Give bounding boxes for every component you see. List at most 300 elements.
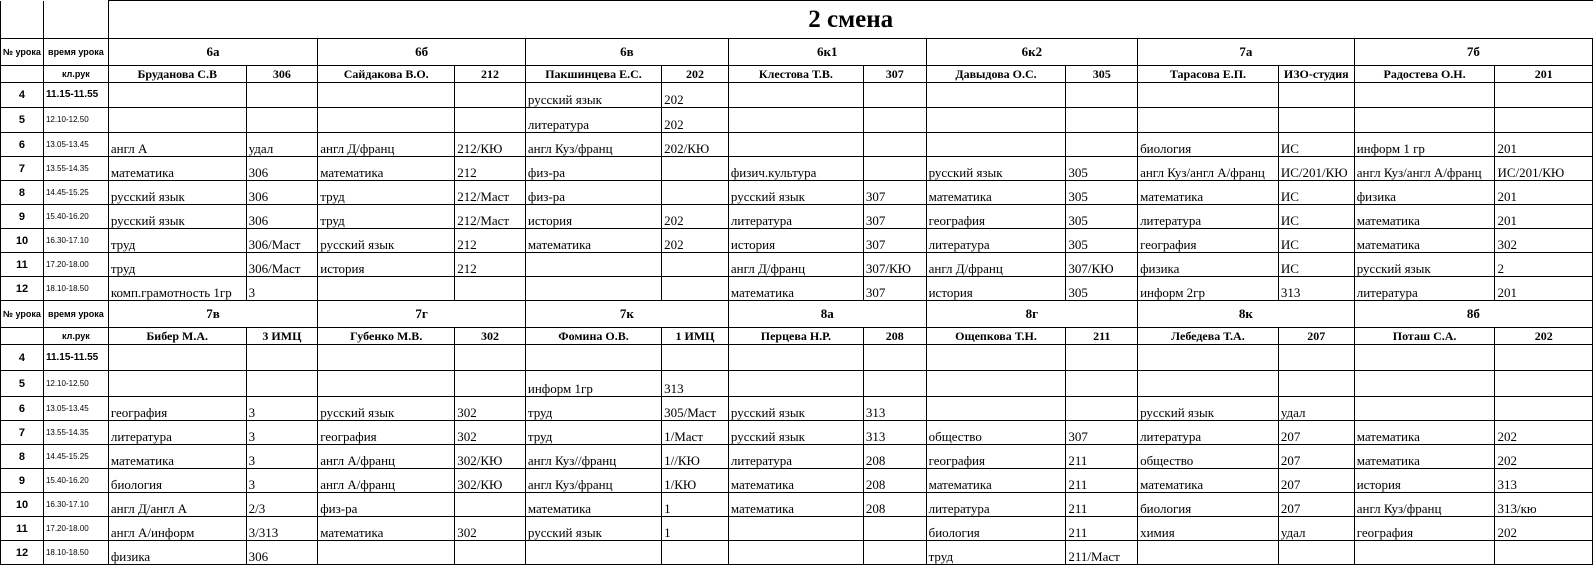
subject-cell: русский язык (728, 397, 863, 421)
class-room: 307 (863, 66, 926, 83)
room-cell: 202 (662, 205, 729, 229)
subject-cell: информ 1 гр (1354, 133, 1495, 157)
lesson-number: 9 (1, 469, 44, 493)
room-cell: 212 (455, 157, 526, 181)
subject-cell: общество (1138, 445, 1279, 469)
subject-cell: биология (926, 517, 1066, 541)
room-cell (662, 157, 729, 181)
subject-cell: литература (728, 445, 863, 469)
class-name: 6к2 (926, 39, 1137, 66)
room-cell: 212/Маст (455, 205, 526, 229)
subject-cell: математика (728, 469, 863, 493)
room-cell: 3 (246, 421, 318, 445)
room-cell (1495, 541, 1593, 565)
lesson-time: 13.55-14.35 (43, 157, 108, 181)
room-cell: 313 (863, 421, 926, 445)
room-cell (863, 541, 926, 565)
subject-cell (525, 541, 661, 565)
subject-cell: история (525, 205, 661, 229)
room-cell (1495, 345, 1593, 371)
lesson-row (1, 277, 1593, 301)
room-cell: удал (246, 133, 318, 157)
lesson-row (1, 541, 1593, 565)
room-cell (1066, 133, 1138, 157)
subject-cell: математика (108, 157, 246, 181)
lesson-row (1, 157, 1593, 181)
room-cell (1278, 541, 1354, 565)
blank-cell (1, 328, 44, 345)
room-cell: 1/Маст (662, 421, 729, 445)
room-cell (455, 83, 526, 108)
room-cell: 313/кю (1495, 493, 1593, 517)
class-teacher-label: кл.рук (43, 328, 108, 345)
room-cell (246, 371, 318, 397)
class-room: 3 ИМЦ (246, 328, 318, 345)
class-name: 6б (318, 39, 526, 66)
lesson-number: 6 (1, 397, 44, 421)
room-cell (455, 371, 526, 397)
room-cell: 313 (863, 397, 926, 421)
room-cell (1066, 345, 1138, 371)
subject-cell: русский язык (525, 517, 661, 541)
subject-cell (926, 345, 1066, 371)
subject-cell (318, 277, 455, 301)
lesson-row (1, 371, 1593, 397)
subject-cell: история (728, 229, 863, 253)
lesson-number: 8 (1, 445, 44, 469)
class-teacher: Ощепкова Т.Н. (926, 328, 1066, 345)
class-name: 6в (525, 39, 728, 66)
room-cell: 207 (1278, 421, 1354, 445)
class-room: 208 (863, 328, 926, 345)
class-teacher: Пакшинцева Е.С. (525, 66, 661, 83)
lesson-time: 12.10-12.50 (43, 371, 108, 397)
subject-cell: литература (926, 493, 1066, 517)
lesson-row (1, 181, 1593, 205)
subject-cell: информ 2гр (1138, 277, 1279, 301)
class-room: 302 (455, 328, 526, 345)
lesson-time: 13.05-13.45 (43, 133, 108, 157)
subject-cell: математика (926, 181, 1066, 205)
subject-cell: русский язык (318, 397, 455, 421)
lesson-time: 16.30-17.10 (43, 229, 108, 253)
room-cell (246, 83, 318, 108)
subject-cell (1138, 108, 1279, 133)
subject-cell: география (1354, 517, 1495, 541)
subject-cell: математика (728, 277, 863, 301)
lesson-time: 16.30-17.10 (43, 493, 108, 517)
class-teacher: Губенко М.В. (318, 328, 455, 345)
room-cell: 201 (1495, 205, 1593, 229)
class-name: 8г (926, 301, 1137, 328)
subject-cell (926, 108, 1066, 133)
subject-cell: математика (1138, 181, 1279, 205)
subject-cell: литература (1138, 421, 1279, 445)
room-cell (863, 371, 926, 397)
class-name: 8к (1138, 301, 1355, 328)
subject-cell: труд (108, 229, 246, 253)
class-room: 202 (1495, 328, 1593, 345)
subject-cell (318, 108, 455, 133)
subject-cell: география (926, 445, 1066, 469)
class-room: 305 (1066, 66, 1138, 83)
room-cell (1278, 345, 1354, 371)
lesson-time: 11.15-11.55 (43, 345, 108, 371)
room-cell: 202 (662, 108, 729, 133)
subject-cell: математика (318, 157, 455, 181)
room-cell: 207 (1278, 493, 1354, 517)
lesson-number-header: № урока (1, 39, 44, 66)
subject-cell: англ А/франц (318, 469, 455, 493)
class-name: 7к (525, 301, 728, 328)
class-header-row (1, 39, 1593, 66)
room-cell: 307/КЮ (1066, 253, 1138, 277)
room-cell: 307 (863, 277, 926, 301)
room-cell: 201 (1495, 181, 1593, 205)
room-cell: 302 (455, 517, 526, 541)
room-cell (863, 83, 926, 108)
room-cell: 306/Маст (246, 229, 318, 253)
subject-cell: физ-ра (318, 493, 455, 517)
class-name: 6а (108, 39, 317, 66)
subject-cell: англ Куз/франц (525, 469, 661, 493)
room-cell (863, 345, 926, 371)
lesson-time: 17.20-18.00 (43, 253, 108, 277)
room-cell: 305 (1066, 157, 1138, 181)
lesson-number: 5 (1, 371, 44, 397)
room-cell: ИС (1278, 229, 1354, 253)
subject-cell (108, 108, 246, 133)
room-cell: 307/КЮ (863, 253, 926, 277)
class-teacher: Перцева Н.Р. (728, 328, 863, 345)
subject-cell: информ 1гр (525, 371, 661, 397)
room-cell (863, 517, 926, 541)
lesson-number-header: № урока (1, 301, 44, 328)
room-cell: 307 (863, 181, 926, 205)
corner-cell (43, 1, 108, 39)
room-cell: 212/Маст (455, 181, 526, 205)
subject-cell: география (318, 421, 455, 445)
subject-cell: русский язык (1354, 253, 1495, 277)
room-cell: 306 (246, 181, 318, 205)
subject-cell (1138, 541, 1279, 565)
lesson-number: 11 (1, 253, 44, 277)
room-cell: 2 (1495, 253, 1593, 277)
lesson-time: 17.20-18.00 (43, 517, 108, 541)
room-cell: ИС (1278, 253, 1354, 277)
subject-cell (926, 371, 1066, 397)
room-cell (1066, 83, 1138, 108)
subject-cell: труд (318, 205, 455, 229)
room-cell: 3/313 (246, 517, 318, 541)
subject-cell (108, 83, 246, 108)
class-name: 7а (1138, 39, 1355, 66)
subject-cell: англ Д/франц (318, 133, 455, 157)
room-cell: 211/Маст (1066, 541, 1138, 565)
room-cell (863, 108, 926, 133)
class-teacher: Давыдова О.С. (926, 66, 1066, 83)
subject-cell: география (108, 397, 246, 421)
room-cell (246, 108, 318, 133)
room-cell (455, 541, 526, 565)
lesson-row (1, 205, 1593, 229)
lesson-number: 5 (1, 108, 44, 133)
lesson-row (1, 469, 1593, 493)
room-cell: 307 (863, 205, 926, 229)
room-cell: ИС (1278, 133, 1354, 157)
subject-cell: труд (525, 397, 661, 421)
subject-cell (728, 541, 863, 565)
subject-cell: математика (926, 469, 1066, 493)
room-cell: 306/Маст (246, 253, 318, 277)
lesson-number: 4 (1, 345, 44, 371)
subject-cell (318, 371, 455, 397)
subject-cell (926, 397, 1066, 421)
class-teacher: Радостева О.Н. (1354, 66, 1495, 83)
lesson-time: 14.45-15.25 (43, 445, 108, 469)
room-cell (1495, 397, 1593, 421)
lesson-time: 18.10-18.50 (43, 277, 108, 301)
room-cell: 3 (246, 277, 318, 301)
room-cell: 211 (1066, 517, 1138, 541)
subject-cell: математика (728, 493, 863, 517)
lesson-row (1, 83, 1593, 108)
subject-cell: англ Куз/англ А/франц (1354, 157, 1495, 181)
lesson-number: 10 (1, 493, 44, 517)
lesson-time: 14.45-15.25 (43, 181, 108, 205)
room-cell (1066, 397, 1138, 421)
room-cell (455, 493, 526, 517)
room-cell: 1 (662, 517, 729, 541)
room-cell (1278, 371, 1354, 397)
room-cell: удал (1278, 517, 1354, 541)
room-cell: 201 (1495, 277, 1593, 301)
teacher-row (1, 66, 1593, 83)
room-cell: 208 (863, 445, 926, 469)
room-cell: 313 (662, 371, 729, 397)
lesson-number: 12 (1, 541, 44, 565)
subject-cell (728, 133, 863, 157)
subject-cell: математика (318, 517, 455, 541)
class-room: 201 (1495, 66, 1593, 83)
room-cell: 211 (1066, 469, 1138, 493)
class-teacher: Тарасова Е.П. (1138, 66, 1279, 83)
subject-cell: физика (108, 541, 246, 565)
room-cell: удал (1278, 397, 1354, 421)
subject-cell: труд (926, 541, 1066, 565)
class-teacher: Сайдакова В.О. (318, 66, 455, 83)
subject-cell: литература (728, 205, 863, 229)
subject-cell: математика (1138, 469, 1279, 493)
room-cell: 307 (1066, 421, 1138, 445)
room-cell (455, 277, 526, 301)
subject-cell (1354, 83, 1495, 108)
lesson-time: 18.10-18.50 (43, 541, 108, 565)
class-room: 211 (1066, 328, 1138, 345)
lesson-number: 9 (1, 205, 44, 229)
lesson-row (1, 493, 1593, 517)
lesson-time: 15.40-16.20 (43, 205, 108, 229)
room-cell: 202 (1495, 445, 1593, 469)
subject-cell (1138, 371, 1279, 397)
room-cell: 1 (662, 493, 729, 517)
subject-cell (728, 517, 863, 541)
room-cell: 1/КЮ (662, 469, 729, 493)
room-cell: 202 (1495, 421, 1593, 445)
subject-cell: труд (525, 421, 661, 445)
lesson-time-header: время урока (43, 39, 108, 66)
subject-cell: география (1138, 229, 1279, 253)
room-cell: 1//КЮ (662, 445, 729, 469)
subject-cell: англ Куз/англ А/франц (1138, 157, 1279, 181)
room-cell (246, 345, 318, 371)
subject-cell: русский язык (525, 83, 661, 108)
subject-cell: математика (1354, 229, 1495, 253)
subject-cell: литература (525, 108, 661, 133)
room-cell: 202 (662, 229, 729, 253)
room-cell (455, 108, 526, 133)
subject-cell: биология (1138, 493, 1279, 517)
room-cell: 202/КЮ (662, 133, 729, 157)
room-cell (662, 277, 729, 301)
room-cell: 212/КЮ (455, 133, 526, 157)
lesson-number: 12 (1, 277, 44, 301)
subject-cell: англ Д/англ А (108, 493, 246, 517)
subject-cell (108, 371, 246, 397)
subject-cell (1354, 541, 1495, 565)
subject-cell (926, 133, 1066, 157)
room-cell: 305 (1066, 229, 1138, 253)
lesson-number: 6 (1, 133, 44, 157)
subject-cell (926, 83, 1066, 108)
subject-cell (1354, 108, 1495, 133)
subject-cell: история (926, 277, 1066, 301)
room-cell: 2/3 (246, 493, 318, 517)
room-cell: ИС/201/КЮ (1495, 157, 1593, 181)
room-cell (863, 157, 926, 181)
subject-cell (728, 345, 863, 371)
subject-cell: история (318, 253, 455, 277)
subject-cell: физ-ра (525, 157, 661, 181)
subject-cell: русский язык (318, 229, 455, 253)
lesson-time: 15.40-16.20 (43, 469, 108, 493)
room-cell (662, 181, 729, 205)
subject-cell (1138, 345, 1279, 371)
class-room: 1 ИМЦ (662, 328, 729, 345)
lesson-row (1, 253, 1593, 277)
subject-cell: физика (1354, 181, 1495, 205)
subject-cell: англ Д/франц (926, 253, 1066, 277)
subject-cell: русский язык (1138, 397, 1279, 421)
room-cell: 3 (246, 445, 318, 469)
class-teacher: Бруданова С.В (108, 66, 246, 83)
subject-cell (728, 108, 863, 133)
subject-cell: англ А/франц (318, 445, 455, 469)
subject-cell: физич.культура (728, 157, 863, 181)
subject-cell (728, 371, 863, 397)
subject-cell: общество (926, 421, 1066, 445)
title-row (1, 1, 1593, 39)
room-cell: 302/КЮ (455, 445, 526, 469)
class-header-row (1, 301, 1593, 328)
subject-cell: англ А/информ (108, 517, 246, 541)
room-cell: 313 (1278, 277, 1354, 301)
room-cell: 305 (1066, 277, 1138, 301)
room-cell: 305/Маст (662, 397, 729, 421)
room-cell: 306 (246, 541, 318, 565)
subject-cell: биология (1138, 133, 1279, 157)
subject-cell (525, 345, 661, 371)
room-cell: 3 (246, 469, 318, 493)
room-cell: 201 (1495, 133, 1593, 157)
room-cell: 202 (1495, 517, 1593, 541)
subject-cell: физ-ра (525, 181, 661, 205)
room-cell: 302 (1495, 229, 1593, 253)
class-teacher: Фомина О.В. (525, 328, 661, 345)
class-name: 7г (318, 301, 526, 328)
subject-cell: англ Куз/франц (1354, 493, 1495, 517)
subject-cell: математика (1354, 421, 1495, 445)
subject-cell (1354, 397, 1495, 421)
class-room: 212 (455, 66, 526, 83)
room-cell: ИС/201/КЮ (1278, 157, 1354, 181)
lesson-time: 13.55-14.35 (43, 421, 108, 445)
page-title: 2 смена (108, 1, 1592, 39)
room-cell: 207 (1278, 469, 1354, 493)
room-cell (1066, 108, 1138, 133)
lesson-time-header: время урока (43, 301, 108, 328)
lesson-time: 13.05-13.45 (43, 397, 108, 421)
room-cell (662, 345, 729, 371)
lesson-number: 7 (1, 421, 44, 445)
subject-cell: химия (1138, 517, 1279, 541)
teacher-row (1, 328, 1593, 345)
class-name: 7б (1354, 39, 1592, 66)
subject-cell: русский язык (108, 181, 246, 205)
subject-cell: комп.грамотность 1гр (108, 277, 246, 301)
subject-cell: русский язык (728, 181, 863, 205)
room-cell (1495, 83, 1593, 108)
room-cell: 212 (455, 229, 526, 253)
lesson-number: 8 (1, 181, 44, 205)
lesson-row (1, 517, 1593, 541)
room-cell: 306 (246, 157, 318, 181)
subject-cell: литература (926, 229, 1066, 253)
class-room: 202 (662, 66, 729, 83)
room-cell: 211 (1066, 493, 1138, 517)
subject-cell (318, 83, 455, 108)
subject-cell: англ Куз/франц (525, 133, 661, 157)
room-cell (1495, 108, 1593, 133)
subject-cell (1354, 345, 1495, 371)
class-room: ИЗО-студия (1278, 66, 1354, 83)
subject-cell: география (926, 205, 1066, 229)
subject-cell: математика (1354, 205, 1495, 229)
lesson-time: 11.15-11.55 (43, 83, 108, 108)
room-cell (662, 541, 729, 565)
class-teacher: Лебедева Т.А. (1138, 328, 1279, 345)
subject-cell: физика (1138, 253, 1279, 277)
blank-cell (1, 66, 44, 83)
subject-cell: литература (1354, 277, 1495, 301)
subject-cell (728, 83, 863, 108)
subject-cell: русский язык (108, 205, 246, 229)
room-cell: 3 (246, 397, 318, 421)
subject-cell (1138, 83, 1279, 108)
room-cell: 305 (1066, 181, 1138, 205)
room-cell: 211 (1066, 445, 1138, 469)
room-cell: 302 (455, 397, 526, 421)
